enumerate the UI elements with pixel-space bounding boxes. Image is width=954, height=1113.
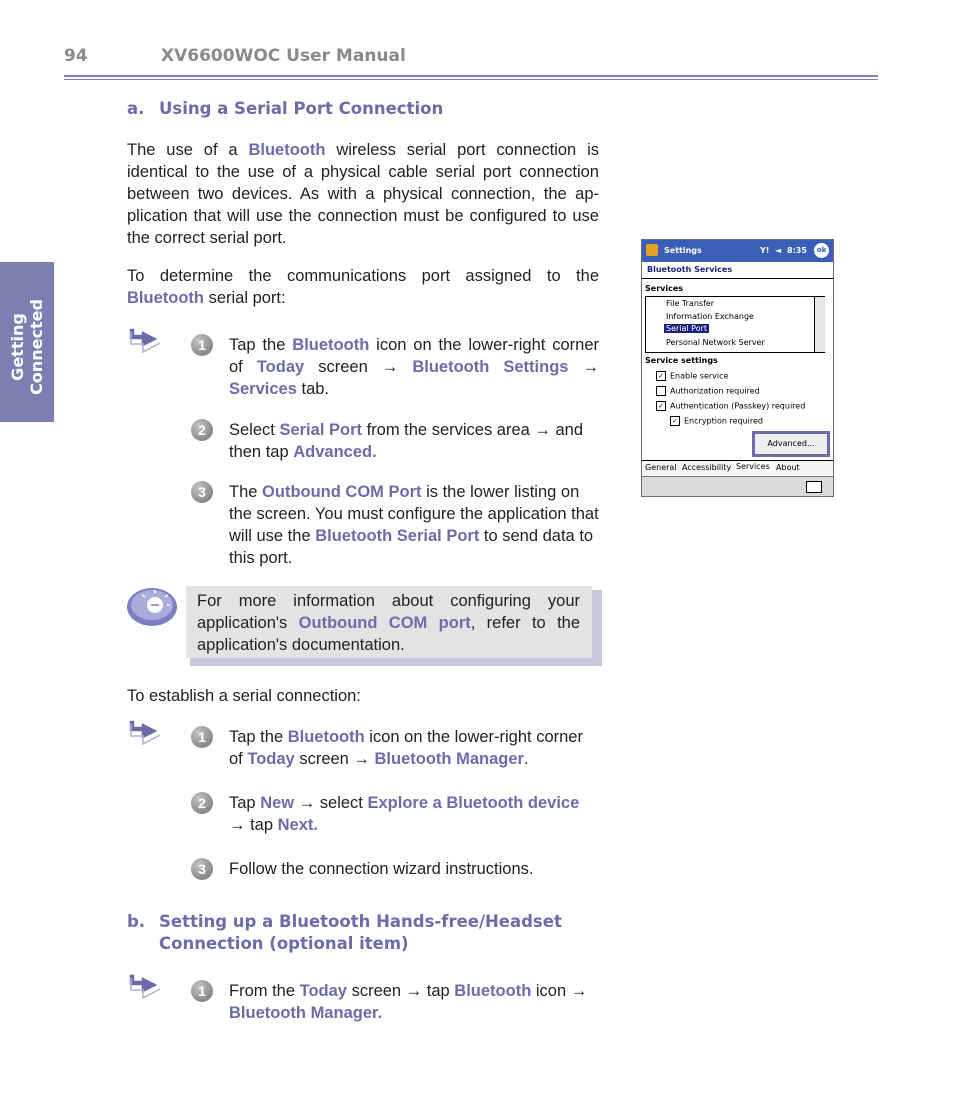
- service-item-selected[interactable]: Serial Port: [666, 324, 708, 333]
- volume-icon: ◄: [775, 246, 782, 255]
- procedure-arrow-icon: [127, 718, 161, 748]
- services-scrollbar[interactable]: [814, 297, 825, 352]
- services-list[interactable]: [645, 296, 825, 353]
- chapter-side-tab-label: Getting Connected: [8, 299, 46, 395]
- signal-icon: Y!: [760, 246, 770, 255]
- service-item[interactable]: Personal Network Server: [666, 338, 765, 347]
- device-tab-strip: [642, 460, 833, 475]
- tab-about[interactable]: About: [776, 463, 800, 472]
- ok-button[interactable]: ok: [814, 243, 829, 258]
- section-a-heading: a. Using a Serial Port Connection: [127, 99, 444, 118]
- lightbulb-note-icon: [125, 585, 179, 629]
- section-a-paragraph-2: To determine the communications port assigned to the Bluetooth serial port:: [127, 267, 599, 307]
- device-clock: 8:35: [787, 246, 807, 255]
- device-title: Settings: [664, 246, 702, 255]
- device-heading: Bluetooth Services: [647, 265, 733, 274]
- option-authentication[interactable]: ✓ Authentication (Passkey) required: [656, 401, 805, 411]
- note-text: For more information about configuring your application's Outbound COM port, refer to the application's documentation.: [197, 592, 581, 654]
- procedure-arrow-icon: [127, 972, 161, 1002]
- tab-general[interactable]: General: [645, 463, 677, 472]
- section-a-step-1: Tap the Bluetooth icon on the lower-right corner of Today screen → Bluetooth Settings → Services tab.: [229, 336, 600, 398]
- device-title-bar: [642, 240, 833, 262]
- option-authorization[interactable]: Authorization required: [656, 386, 760, 396]
- establish-step-3: Follow the connection wizard instructions.: [229, 860, 534, 878]
- device-screenshot: [641, 239, 834, 497]
- section-a-paragraph-1: The use of a Bluetooth wireless serial port connection is identical to the use of a physical cable serial port connection between two devices. As with a physical connection, the ap- plication that will use the connection must be configured to use the correct serial port.: [127, 141, 599, 247]
- establish-step-1: Tap the Bluetooth icon on the lower-right corner of Today screen → Bluetooth Manager.: [229, 728, 583, 768]
- service-settings-label: Service settings: [645, 356, 718, 365]
- advanced-button[interactable]: Advanced...: [752, 431, 830, 457]
- step-number-badge: 2: [191, 792, 213, 814]
- manual-title: XV6600WOC User Manual: [161, 46, 406, 66]
- windows-start-icon[interactable]: [646, 244, 658, 256]
- section-b-heading: b. Setting up a Bluetooth Hands-free/Headset Connection (optional item): [127, 912, 562, 953]
- option-enable-service[interactable]: ✓ Enable service: [656, 371, 728, 381]
- service-item[interactable]: Information Exchange: [666, 312, 754, 321]
- section-b-step-1: From the Today screen → tap Bluetooth icon → Bluetooth Manager.: [229, 982, 588, 1022]
- section-a-step-2: Select Serial Port from the services area → and then tap Advanced.: [229, 421, 584, 461]
- chapter-side-tab: [0, 262, 54, 422]
- step-number-badge: 1: [191, 980, 213, 1002]
- procedure-arrow-icon: [127, 326, 161, 356]
- step-number-badge: 1: [191, 334, 213, 356]
- option-encryption[interactable]: ✓ Encryption required: [670, 416, 763, 426]
- services-label: Services: [645, 284, 684, 293]
- establish-step-2: Tap New → select Explore a Bluetooth device → tap Next.: [229, 794, 580, 834]
- tab-accessibility[interactable]: Accessibility: [682, 463, 732, 472]
- step-number-badge: 1: [191, 726, 213, 748]
- establish-intro: To establish a serial connection:: [127, 687, 361, 705]
- step-number-badge: 3: [191, 481, 213, 503]
- header-rule: [64, 75, 878, 77]
- header-rule-thin: [64, 79, 878, 80]
- device-menu-bar: [642, 476, 833, 497]
- step-number-badge: 2: [191, 419, 213, 441]
- keyboard-icon[interactable]: [806, 481, 822, 493]
- service-item[interactable]: File Transfer: [666, 299, 715, 308]
- step-number-badge: 3: [191, 858, 213, 880]
- section-a-step-3: The Outbound COM Port is the lower listing on the screen. You must configure the application that will use the Bluetooth Serial Port to send data to this port.: [229, 483, 599, 567]
- tab-services[interactable]: Services: [736, 462, 770, 471]
- page-number: 94: [64, 46, 88, 66]
